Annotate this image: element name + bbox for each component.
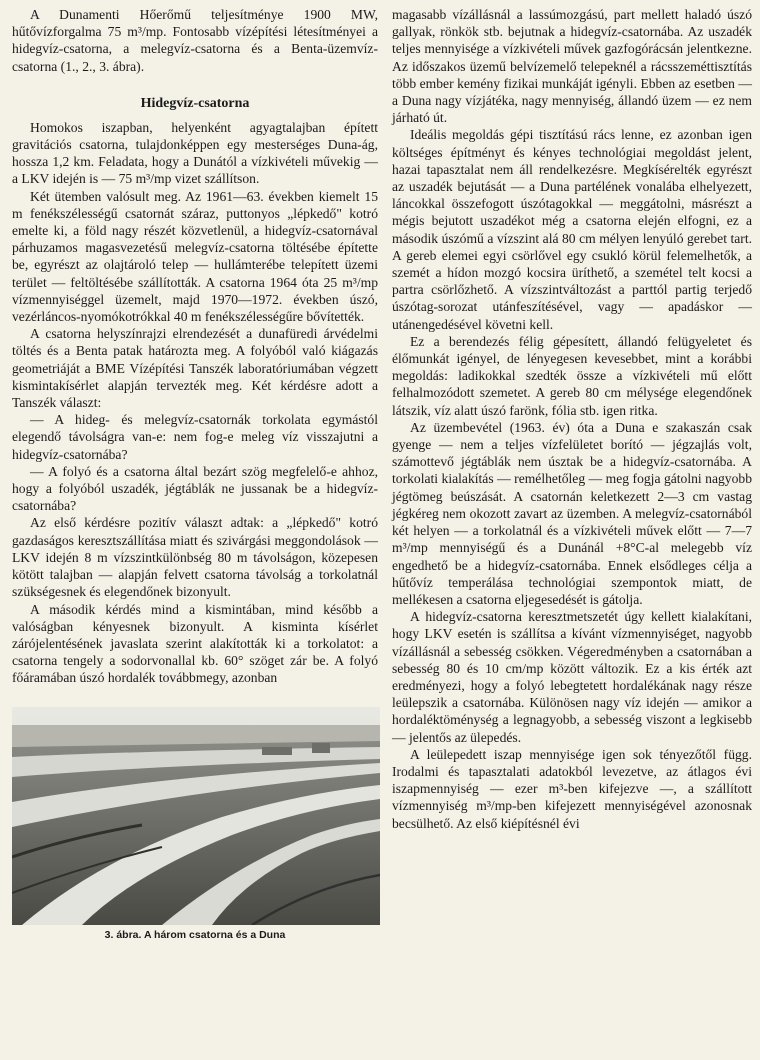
body-paragraph: Homokos iszapban, helyenként agyagtalajban épített gravitációs csatorna, tulajdonképpen egy mesterséges Duna-ág, hossza 1,2 km. Feladata, hogy a Dunától a vízkivételi művekig — a LKV idején is — 75 m³/mp vizet szállítson. [12,119,378,187]
intro-paragraph: A Dunamenti Hőerőmű teljesítménye 1900 MW, hűtővízforgalma 75 m³/mp. Fontosabb vízépítési létesítményei a hidegvíz-csatorna, a melegvíz-csatorna és a Benta-üzemvíz-csatorna (1., 2., 3. ábra). [12,7,378,74]
body-paragraph: A leülepedett iszap mennyisége igen sok tényezőtől függ. Irodalmi és tapasztalati adatokból levezetve, az átlagos évi iszapmennyiség — ezer m³-ben kifejezve —, a szállított vízmennyiség m³/mp-ben kifejezett mennyiségével azonosnak becsülhető. Az első kiépítésnél évi [392,746,752,831]
body-paragraph: A második kérdés mind a kismintában, mind később a valóságban kényesnek bizonyult. A kisminta kísérlet zárójelentésének javaslata szerint alakították ki a torkolatot: a csatorna tengely a sodorvonallal kb. 60° szöget zár be. A folyó főáramában úszó hordalék továbbmegy, azonban [12,601,378,686]
left-column [12,6,378,942]
body-paragraph: Ideális megoldás gépi tisztítású rács lenne, ez azonban igen költséges építményt és kényes technológiai megoldást jelent, hazai tapasztalat nem áll rendelkezésre. Megkísérelték egyrészt az uszadék bejutását — a Duna partélének vonalába elhelyezett, láncokkal összefogott úszótagokkal — meggátolni, másrészt a mégis bejutott uszadékot még a csatorna elején elfogni, ez a második úszómű a vízszint alá 80 cm mélyen lenyúló gerebet tart. A gereb elemei egyi csörlővel egy csukló körül felemelhetők, a szemét a hídon mozgó kocsira üríthető, a szemétel telt kocsi a partra csörlőzhető. A vízszintváltozást a parttól partig terjedő úszótag-sorozat utánfeszítésével, vagy — apadáskor — utánengedésével követni kell. [392,127,752,332]
body-paragraph: Ez a berendezés félig gépesített, állandó felügyeletet és élőmunkát igényel, de lényegesen kevesebbet, mint a korábbi megoldás: ladikokkal szedték össze a vízkivételi mű előtt felhalmozódott szemetet. A gereb 80 cm mélysége elegendőnek látszik, víz alatt úszó farönk, fólia stb. igen ritka. [392,333,752,418]
body-paragraph: Az első kérdésre pozitív választ adtak: a „lépkedő" kotró gazdaságos keresztszállítása miatt és szivárgási meggondolások — LKV idején 8 m vízszintkülönbség 80 m távolságon, közepesen kötött talajban — alapján felvett csatorna távolság a torkolatnál szükségesnek és elegendőnek bizonyult. [12,515,378,600]
right-column [392,6,752,832]
question-paragraph: — A folyó és a csatorna által bezárt szög megfelelő-e ahhoz, hogy a folyóból uszadék, jégtáblák ne jussanak be a hidegvíz-csatornába? [12,463,378,514]
body-paragraph: Két ütemben valósult meg. Az 1961—63. években kiemelt 15 m fenékszélességű csatornát száraz, puttonyos „lépkedő" kotró emelte ki, a föld nagy részét közvetlenül, a hidegvíz-csatornával párhuzamos magasvezetésű melegvíz-csatorna töltésébe építette be, egyrészt az olajtároló telep — hullámterébe telepített üzemi terület — feltöltésébe szállították. A csatorna 1964 óta 25 m³/mp vízmennyiséggel üzemelt, majd 1970—1972. években úszó, vezérláncos-nyomókotrókkal 40 m fenékszélességűre bővítették. [12,188,378,325]
body-paragraph: magasabb vízállásnál a lassúmozgású, part mellett haladó úszó gallyak, rönkök stb. bejutnak a hidegvíz-csatornába. Az uszadék teljes mennyisége a vízkivételi művek gazfogórácsán jelentkezne. Az időszakos üzemű belvízemelő telepeknél a rácsszeméttisztítás több ember kemény fizikai munkáját igényli. Ebben az esetben — a Duna nagy vízjátéka, nagy mennyiség, állandó üzem — ez nem járható út. [392,7,752,126]
question-paragraph: — A hideg- és melegvíz-csatornák torkolata egymástól elegendő távolságra van-e: nem fog-e meleg víz visszajutni a hidegvíz-csatornába? [12,412,378,462]
aerial-photo-image [12,707,380,925]
figure-caption: 3. ábra. A három csatorna és a Duna [104,928,286,941]
aerial-photo-figure [12,707,380,925]
body-paragraph: A csatorna helyszínrajzi elrendezését a dunafüredi árvédelmi töltés és a Benta patak határozta meg. A folyóból való kiágazás geometriáját a BME Vízépítési Tanszék laboratóriumában végzett kismintakísérlet alapján tervezték meg. Két kérdésre adott a Tanszék választ: [12,326,378,411]
body-paragraph: Az üzembevétel (1963. év) óta a Duna e szakaszán csak gyenge — nem a teljes vízfelületet borító — jégzajlás volt, számottevő jégtáblák nem úsztak be a hidegvíz-csatornába. A torkolati kialakítás — remélhetőleg — meg fogja gátolni nagyobb jégtömeg beúszását. A csatornán keletkezett 2—3 cm vastag jégkéreg nem okozott zavart az üzemben. A melegvíz-csatornából két helyen — a torkolatnál és a vízkivételi művek előtt — 7—7 m³/mp mennyiségű és a Dunánál +8°C-al melegebb víz engedhető be a hidegvíz-csatornába. Ennek elsődleges célja a hűtővíz temperálása technológiai szempontok miatt, de mellékesen a csatorna eljegesedését is gátolja. [392,419,752,607]
section-heading: Hidegvíz-csatorna [140,95,250,111]
body-paragraph: A hidegvíz-csatorna keresztmetszetét úgy kellett kialakítani, hogy LKV esetén is szállítsa a kívánt vízmennyiséget, nagyobb vízállásnál a sebesség csökken. Végeredményben a csatornában a sebesség 80 és 10 cm/mp között változik. Ez a kis érték azt eredményezi, hogy a folyó lebegtetett hordalékának nagy része leülepszik a csatornába. Különösen nagy víz idején — amikor a hordaléktöménység a legnagyobb, a sebesség viszont a legkisebb — jelentős az ülepedés. [392,609,752,745]
